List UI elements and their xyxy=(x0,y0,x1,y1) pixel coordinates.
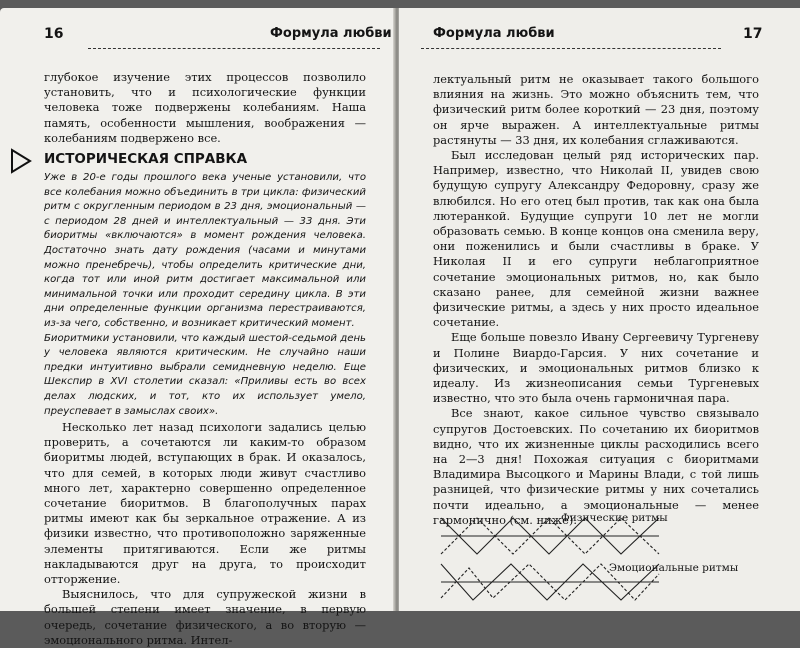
header-rule-left xyxy=(88,48,380,49)
page-number-left: 16 xyxy=(44,26,64,42)
header-rule-right xyxy=(421,48,721,49)
body-paragraph-1: Несколько лет назад психологи задались целью проверить, а сочетаются ли каким-то образом биоритмы людей, вступающих в брак. И оказалось, что для семей, в которых люди живут счастливо много лет, характерно совершенно определенное сочетание биоритмов. В благополучных парах ритмы имеют как бы зеркальное отражение. А из физики известно, что противоположно заряженные элементы притягиваются. Если же ритмы накладываются друг на друга, то происходит отторжение. xyxy=(44,420,366,587)
left-page xyxy=(0,8,395,647)
running-head-left: Формула любви xyxy=(270,26,392,41)
left-intro xyxy=(44,70,366,146)
body-paragraph-6: Все знают, какое сильное чувство связывало супругов Достоевских. По сочетанию их биоритмов видно, что их жизненные циклы расходились всего на 2—3 дня! Похожая ситуация с биоритмами Владимира Высоцкого и Марины Влади, с той лишь разницей, что физические ритмы у них сочетались почти идеально, а эмоциональные — менее гармонично (см. ниже). xyxy=(433,406,759,527)
left-body xyxy=(44,420,366,648)
aside-paragraph-1: Уже в 20-е годы прошлого века ученые установили, что все колебания можно объединить в три цикла: физический ритм с округленным периодом в 23 дня, эмоциональный — с периодом 28 дней и интеллектуальный — 33 дня. Эти биоритмы «включаются» в момент рождения человека. Достаточно знать дату рождения (часами и минутами можно пренебречь), чтобы определить критические дни, когда тот или иной ритм достигает максимальной или минимальной точки или проходит середину цикла. В эти дни определенные функции организма перестраиваются, из-за чего, собственно, и возникает критический момент. xyxy=(44,172,366,329)
intro-paragraph: глубокое изучение этих процессов позволило установить, что и психологические функции человека тоже подвержены колебаниям. Наша память, особенности мышления, воображения — колебаниям подвержено все. xyxy=(44,70,366,145)
running-head-right: Формула любви xyxy=(433,26,555,41)
aside-paragraph-2: Биоритмики установили, что каждый шестой-седьмой день у человека являются критическим. Не случайно наши предки интуитивно выбрали семидневную неделю. Еще Шекспир в XVI столетии сказал: «Приливы есть во всех делах людских, и тот, кто их использует умело, преуспевает в замыслах своих». xyxy=(44,332,366,417)
body-paragraph-5: Еще больше повезло Ивану Сергеевичу Тургеневу и Полине Виардо-Гарсия. У них сочетание и физических, и эмоциональных ритмов близко к идеалу. Из жизнеописания семьи Тургеневых известно, что это была очень гармоничная пара. xyxy=(433,330,759,406)
play-arrow-icon xyxy=(10,148,32,178)
emotional-rhythms-label: Эмоциональные ритмы xyxy=(609,562,739,574)
section-heading: ИСТОРИЧЕСКАЯ СПРАВКА xyxy=(44,151,248,167)
historical-aside xyxy=(44,171,366,419)
biorhythm-diagram xyxy=(437,266,757,610)
page-number-right: 17 xyxy=(743,26,763,42)
body-paragraph-3: лектуальный ритм не оказывает такого большого влияния на жизнь. Это можно объяснить тем, что физический ритм более короткий — 23 дня, поэтому он ярче выражен. А интеллектуальные ритмы растянуты — 33 дня, их колебания сглаживаются. xyxy=(433,72,759,147)
biorhythm-svg xyxy=(437,266,757,606)
right-page xyxy=(399,8,800,611)
physical-rhythms-label: Физические ритмы xyxy=(561,512,668,524)
body-paragraph-2: Выяснилось, что для супружеской жизни в большей степени имеет значение, в первую очередь, сочетание физического, а во вторую — эмоционального ритма. Интел- xyxy=(44,587,366,647)
body-paragraph-4: Был исследован целый ряд исторических пар. Например, известно, что Николай II, увидев свою будущую супругу Александру Федоровну, сразу же влюбился. Но его отец был против, так как она была лютеранкой. Будущие супруги 10 лет не могли образовать семью. В конце концов она сменила веру, они поженились и были счастливы в браке. У Николая II и его супруги неблагоприятное сочетание эмоциональных ритмов, но, как было сказано ранее, для семейной жизни важнее физические ритмы, а здесь у них просто идеальное сочетание. xyxy=(433,148,759,330)
